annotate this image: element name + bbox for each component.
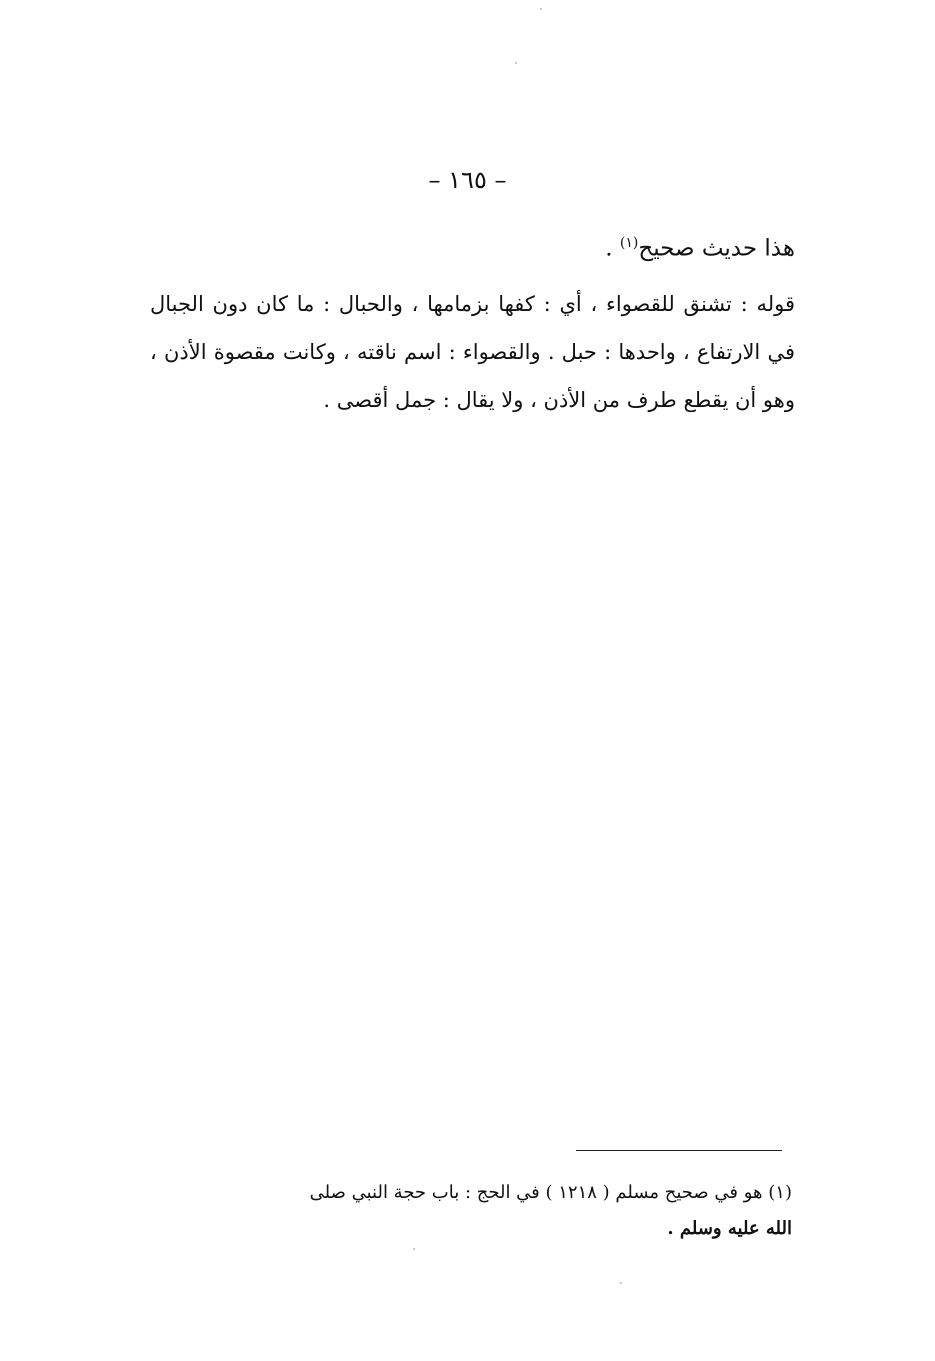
footnote: [140, 1175, 792, 1247]
hadith-grade-line: [150, 222, 795, 270]
hadith-grade-text: هذا حديث صحيح: [638, 235, 795, 262]
footnote-divider: [576, 1150, 782, 1151]
scan-speck: [540, 8, 542, 10]
page-number: – ١٦٥ –: [428, 166, 507, 194]
scan-speck: [515, 62, 517, 64]
footnote-reference: (١): [619, 235, 639, 251]
footnote-line-1: (١) هو في صحيح مسلم ( ١٢١٨ ) في الحج : باب حجة النبي صلى: [309, 1182, 792, 1203]
main-text: [150, 222, 795, 424]
hadith-grade-end: .: [605, 235, 620, 262]
scan-speck: [620, 1282, 622, 1284]
footnote-line-2: الله عليه وسلم .: [667, 1218, 792, 1239]
scan-speck: [413, 1248, 415, 1250]
commentary-paragraph: قوله : تشنق للقصواء ، أي : كفها بزمامها ، والحبال : ما كان دون الجبال في الارتفاع ، واحدها : حبل . والقصواء : اسم ناقته ، وكانت مقصوة الأذن ، وهو أن يقطع طرف من الأذن ، ولا يقال : جمل أقصى .: [150, 291, 795, 412]
